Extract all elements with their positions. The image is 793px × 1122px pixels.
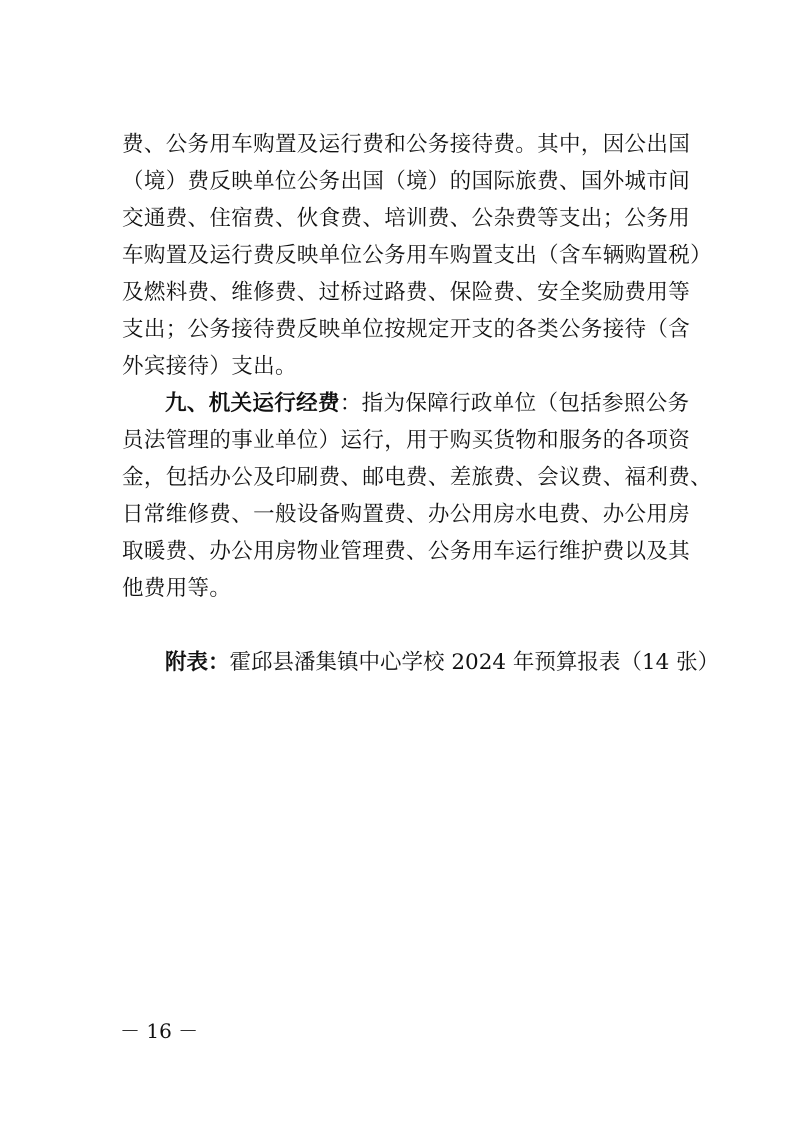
section-heading: 九、机关运行经费 — [165, 391, 340, 416]
paragraph-2-line-1 — [165, 389, 690, 419]
paragraph-1-line-1: 费、公务用车购置及运行费和公务接待费。其中，因公出国 — [122, 132, 691, 157]
paragraph-1-line-5: 及燃料费、维修费、过桥过路费、保险费、安全奖励费用等 — [122, 280, 691, 305]
paragraph-1-line-6: 支出；公务接待费反映单位按规定开支的各类公务接待（含 — [122, 317, 691, 342]
paragraph-2-line-2: 员法管理的事业单位）运行，用于购买货物和服务的各项资 — [122, 428, 691, 453]
paragraph-2-line-6: 他费用等。 — [122, 576, 232, 601]
paragraph-1-line-3: 交通费、住宿费、伙食费、培训费、公杂费等支出；公务用 — [122, 206, 691, 231]
paragraph-1-line-4: 车购置及运行费反映单位公务用车购置支出（含车辆购置税） — [122, 243, 712, 268]
paragraph-2-line-5: 取暖费、办公用房物业管理费、公务用车运行维护费以及其 — [122, 539, 691, 564]
paragraph-1-line-7: 外宾接待）支出。 — [122, 354, 297, 379]
paragraph-2-line-3: 金，包括办公及印刷费、邮电费、差旅费、会议费、福利费、 — [122, 465, 712, 490]
attachment-label: 附表： — [165, 650, 230, 675]
paragraph-2-line-4: 日常维修费、一般设备购置费、办公用房水电费、办公用房 — [122, 502, 691, 527]
page-number: － 16 － — [120, 1019, 199, 1043]
attachment-line — [165, 648, 720, 678]
attachment-text: 霍邱县潘集镇中心学校 2024 年预算报表（14 张） — [229, 650, 720, 675]
paragraph-1-line-2: （境）费反映单位公务出国（境）的国际旅费、国外城市间 — [122, 169, 691, 194]
paragraph-2-line-1-text: ：指为保障行政单位（包括参照公务 — [339, 391, 690, 416]
